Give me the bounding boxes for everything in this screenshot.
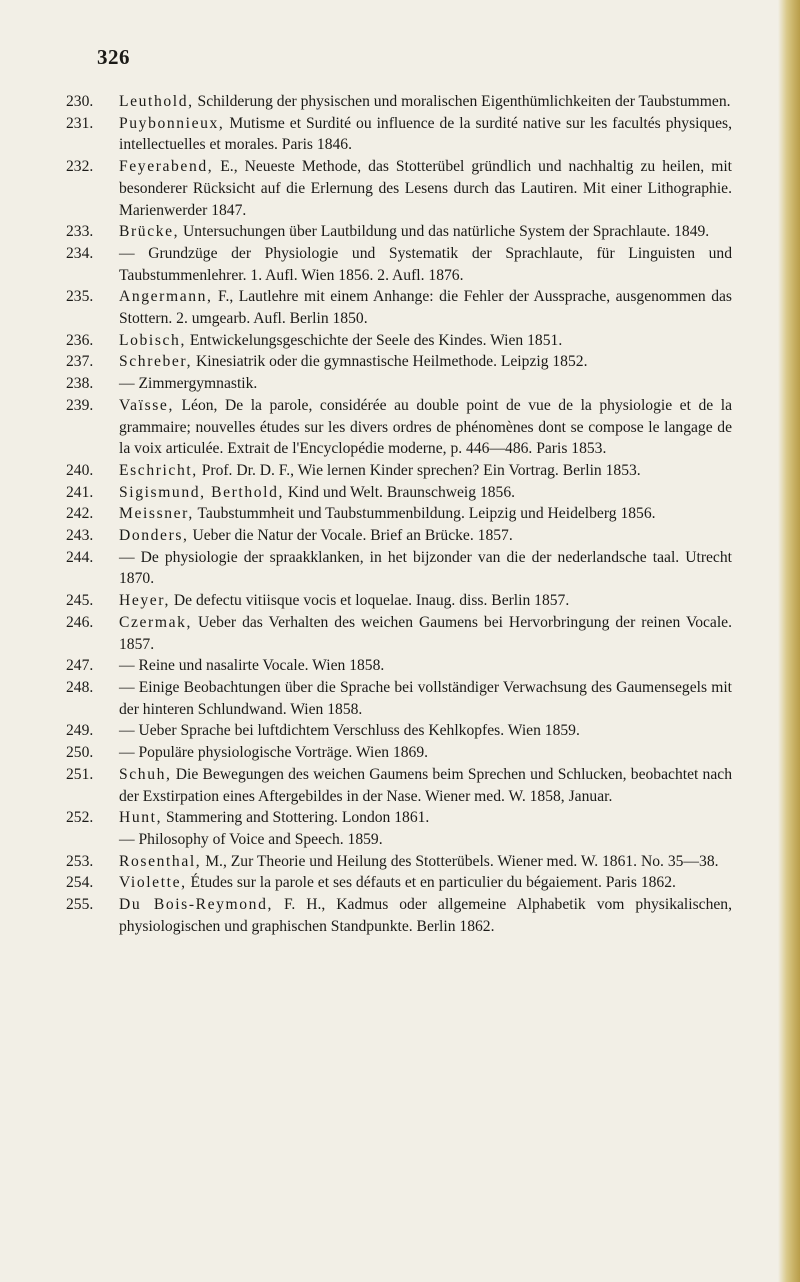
reference-text: — Einige Beobachtungen über die Sprache bei vollständiger Verwachsung des Gaumensegels mit der hinteren Schlundwand. Wien 1858. xyxy=(119,678,732,718)
reference-number: 252. xyxy=(66,809,94,827)
reference-number: 246. xyxy=(66,613,94,631)
reference-text: Untersuchungen über Lautbildung und das natürliche System der Sprachlaute. 1849. xyxy=(183,223,710,241)
reference-author: Meissner, xyxy=(119,505,194,523)
reference-number: 230. xyxy=(66,93,94,110)
reference-author: Heyer, xyxy=(119,592,170,610)
reference-entry xyxy=(66,221,732,243)
reference-author: Brücke, xyxy=(119,223,180,241)
reference-text: Ueber das Verhalten des weichen Gaumens bei Hervorbringung der reinen Vocale. 1857. xyxy=(119,613,732,653)
reference-text: F., Lautlehre mit einem Anhange: die Fehler der Aussprache, ausgenommen das Stottern. 2. umgearb. Aufl. Berlin 1850. xyxy=(119,288,732,328)
page-edge-shadow xyxy=(778,0,800,1282)
reference-number: 248. xyxy=(66,678,94,696)
reference-number: 239. xyxy=(66,396,94,414)
reference-entry xyxy=(66,547,732,590)
reference-entry xyxy=(66,764,732,807)
reference-text: — Philosophy of Voice and Speech. 1859. xyxy=(119,830,383,848)
reference-author: Leuthold, xyxy=(119,93,194,110)
reference-entry xyxy=(66,807,732,829)
reference-text: Léon, De la parole, considérée au double point de vue de la physiologie et de la grammaire; nouvelles études sur les divers ordres de phénomènes dont se compose le langage de la voix articulée. Extrait de l'Encyclopédie moderne, p. 446—486. Paris 1853. xyxy=(119,396,732,458)
reference-text: E., Neueste Methode, das Stotterübel gründlich und nachhaltig zu heilen, mit besonderer Rücksicht auf die Erlernung des Lesens durch das Lautiren. Mit einer Lithographie. Marienwerder 1847. xyxy=(119,158,732,219)
reference-text: Ueber die Natur der Vocale. Brief an Brücke. 1857. xyxy=(192,527,513,545)
reference-entry xyxy=(66,460,732,482)
reference-text: Kinesiatrik oder die gymnastische Heilmethode. Leipzig 1852. xyxy=(196,353,588,371)
reference-entry xyxy=(66,113,732,156)
reference-text: Prof. Dr. D. F., Wie lernen Kinder sprechen? Ein Vortrag. Berlin 1853. xyxy=(201,461,641,479)
reference-text: Schilderung der physischen und moralischen Eigenthümlichkeiten der Taubstummen. xyxy=(197,93,731,110)
reference-number: 235. xyxy=(66,288,94,306)
reference-entry xyxy=(66,503,732,525)
page-number: 326 xyxy=(97,45,130,69)
reference-entry xyxy=(66,894,732,937)
reference-number: 241. xyxy=(66,483,94,501)
reference-number: 240. xyxy=(66,461,94,479)
reference-text: F. H., Kadmus oder allgemeine Alphabetik vom physikalischen, physiologischen und graphischen Standpunkte. Berlin 1862. xyxy=(119,896,732,935)
reference-entry xyxy=(66,395,732,460)
reference-entry xyxy=(66,330,732,352)
reference-entry xyxy=(66,590,732,612)
reference-author: Schuh, xyxy=(119,765,172,783)
reference-number: 233. xyxy=(66,223,94,241)
reference-text: Die Bewegungen des weichen Gaumens beim Sprechen und Schlucken, beobachtet nach der Exstirpation eines Aftergebildes in der Nase. Wiener med. W. 1858, Januar. xyxy=(119,765,732,805)
reference-author: Donders, xyxy=(119,527,189,545)
reference-author: Rosenthal, xyxy=(119,852,202,870)
reference-text: Taubstummheit und Taubstummenbildung. Leipzig und Heidelberg 1856. xyxy=(197,505,656,523)
reference-number: 255. xyxy=(66,896,94,914)
reference-entry xyxy=(66,655,732,677)
reference-entry xyxy=(66,156,732,221)
reference-entry xyxy=(66,243,732,286)
reference-number: 247. xyxy=(66,657,94,675)
reference-author: Schreber, xyxy=(119,353,193,371)
reference-entry xyxy=(66,482,732,504)
reference-author: Hunt, xyxy=(119,809,163,827)
reference-text: — Zimmergymnastik. xyxy=(119,375,258,393)
reference-entry xyxy=(66,525,732,547)
reference-number: 254. xyxy=(66,874,94,892)
reference-author: Vaïsse, xyxy=(119,396,174,414)
reference-author: Eschricht, xyxy=(119,461,198,479)
reference-number: 251. xyxy=(66,765,94,783)
reference-text: — Grundzüge der Physiologie und Systematik der Sprachlaute, für Linguisten und Taubstummenlehrer. 1. Aufl. Wien 1856. 2. Aufl. 1876. xyxy=(119,244,732,284)
reference-author: Feyerabend, xyxy=(119,158,214,176)
reference-text: Stammering and Stottering. London 1861. xyxy=(166,809,430,827)
reference-entry xyxy=(66,851,732,873)
reference-entry xyxy=(66,286,732,329)
reference-number: 243. xyxy=(66,527,94,545)
reference-entry xyxy=(66,373,732,395)
reference-number: 234. xyxy=(66,244,94,262)
reference-author: Du Bois-Reymond, xyxy=(119,896,273,914)
reference-number: 250. xyxy=(66,744,94,762)
reference-text: — Populäre physiologische Vorträge. Wien 1869. xyxy=(119,744,429,762)
reference-entry xyxy=(66,872,732,894)
reference-text: Entwickelungsgeschichte der Seele des Kindes. Wien 1851. xyxy=(189,331,563,349)
reference-entry xyxy=(66,351,732,373)
reference-text: — De physiologie der spraakklanken, in het bijzonder van die der nederlandsche taal. Utrecht 1870. xyxy=(119,548,732,588)
reference-number: 245. xyxy=(66,592,94,610)
reference-text: Études sur la parole et ses défauts et en particulier du bégaiement. Paris 1862. xyxy=(190,874,676,892)
reference-number: 231. xyxy=(66,114,94,132)
reference-entry xyxy=(66,829,732,851)
reference-author: Czermak, xyxy=(119,613,192,631)
reference-number: 236. xyxy=(66,331,94,349)
reference-author: Angermann, xyxy=(119,288,213,306)
reference-number: 242. xyxy=(66,505,94,523)
reference-entry xyxy=(66,742,732,764)
reference-text: M., Zur Theorie und Heilung des Stotterübels. Wiener med. W. 1861. No. 35—38. xyxy=(205,852,719,870)
reference-number: 232. xyxy=(66,158,94,176)
reference-text: Kind und Welt. Braunschweig 1856. xyxy=(287,483,516,501)
reference-number: 249. xyxy=(66,722,94,740)
reference-author: Puybonnieux, xyxy=(119,114,225,132)
reference-text: — Ueber Sprache bei luftdichtem Verschluss des Kehlkopfes. Wien 1859. xyxy=(119,722,580,740)
reference-author: Lobisch, xyxy=(119,331,186,349)
reference-entry xyxy=(66,720,732,742)
reference-author: Sigismund, Berthold, xyxy=(119,483,284,501)
reference-number: 238. xyxy=(66,375,94,393)
reference-entry xyxy=(66,677,732,720)
reference-text: — Reine und nasalirte Vocale. Wien 1858. xyxy=(119,657,385,675)
reference-text: Mutisme et Surdité ou influence de la surdité native sur les facultés physiques, intellectuelles et morales. Paris 1846. xyxy=(119,114,732,154)
reference-number: 244. xyxy=(66,548,94,566)
reference-author: Violette, xyxy=(119,874,187,892)
reference-number: 237. xyxy=(66,353,94,371)
reference-list xyxy=(66,91,732,937)
reference-entry xyxy=(66,612,732,655)
reference-number: 253. xyxy=(66,852,94,870)
reference-entry xyxy=(66,91,732,113)
reference-text: De defectu vitiisque vocis et loquelae. Inaug. diss. Berlin 1857. xyxy=(173,592,570,610)
